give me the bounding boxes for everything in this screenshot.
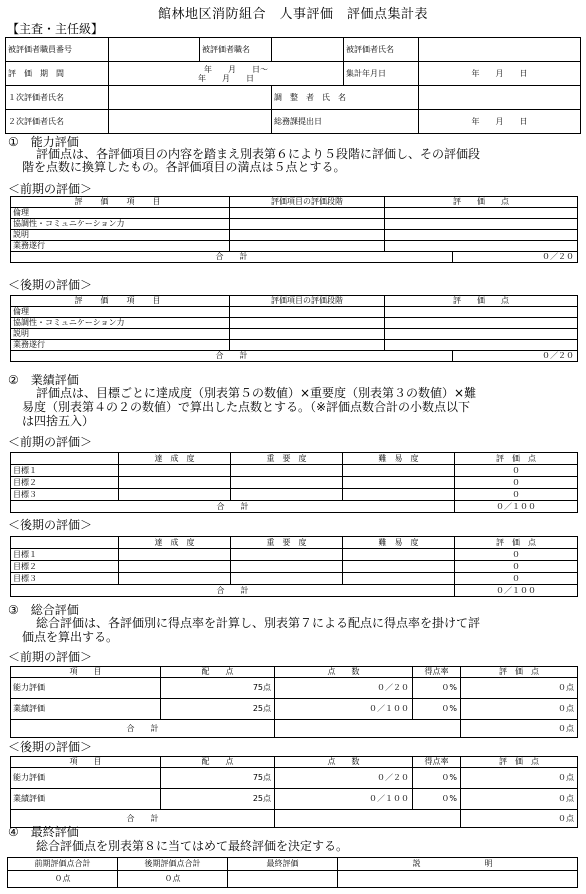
- name-label: 被評価者氏名: [344, 38, 419, 62]
- performance-table-first: 達 成 度 重 要 度 難 易 度 評 価 点 目標１ ０ 目標２ ０ 目標３ ０ 合 計 ０／１００: [10, 452, 578, 513]
- sec2-heading: ② 業績評価: [8, 373, 79, 387]
- sec2-note-line3: は四捨五入）: [22, 414, 95, 428]
- ability-item: 倫理: [11, 208, 230, 219]
- sec3-first-period-label: ＜前期の評価＞: [8, 650, 93, 664]
- sec1-note-line2: 階を点数に換算したもの。各評価項目の満点は５点とする。: [22, 160, 346, 174]
- goal-score: ０: [455, 477, 578, 489]
- goal-label: 目標２: [11, 561, 119, 573]
- sec1-first-period-label: ＜前期の評価＞: [8, 182, 93, 196]
- total-label: 合 計: [11, 585, 455, 597]
- overall-item: 業績評価: [11, 699, 161, 720]
- goal-score: ０: [455, 465, 578, 477]
- total-value: ０／１００: [455, 585, 578, 597]
- total-value: ０／２０: [453, 351, 578, 362]
- sec3-note-line2: 価点を算出する。: [22, 630, 119, 644]
- goal-label: 目標３: [11, 573, 119, 585]
- sec3-note-line1: 総合評価は、各評価別に得点率を計算し、別表第７による配点に得点率を掛けて評: [36, 616, 481, 630]
- ability-table-second: 評 価 項 目 評価項目の評価段階 評 価 点 倫理 協調性・コミュニケーション力 説明 業務遂行 合 計 ０／２０: [10, 295, 578, 362]
- grade-label: 【主査・主任級】: [7, 22, 104, 36]
- goal-label: 目標１: [11, 465, 119, 477]
- sec3-second-period-label: ＜後期の評価＞: [8, 740, 93, 754]
- ability-item: 説明: [11, 329, 230, 340]
- total-label: 合 計: [11, 810, 275, 828]
- total-value: ０点: [461, 720, 578, 738]
- tally-date-label: 集計年月日: [344, 62, 419, 86]
- period-to: 年 月 日: [198, 73, 254, 83]
- ability-item: 協調性・コミュニケーション力: [11, 219, 230, 230]
- overall-table-second: 項 目 配 点 点 数 得点率 評 価 点 能力評価 75点 ０／２０ ０% ０点 業績評価 25点 ０／１００ ０% ０点 合 計 ０点: [10, 756, 578, 828]
- total-label: 合 計: [11, 501, 455, 513]
- ability-item: 倫理: [11, 307, 230, 318]
- secondary-evaluator-label: ２次評価者氏名: [6, 110, 109, 134]
- total-value: ０点: [461, 810, 578, 828]
- sec2-first-period-label: ＜前期の評価＞: [8, 435, 93, 449]
- submit-date-field[interactable]: 年 月 日: [419, 110, 581, 134]
- total-value: ０／２０: [453, 252, 578, 263]
- adjuster-label: 調 整 者 氏 名: [272, 86, 419, 110]
- period-from: 年 月 日～: [204, 64, 268, 74]
- goal-score: ０: [455, 489, 578, 501]
- primary-evaluator-field[interactable]: [109, 86, 272, 110]
- primary-evaluator-label: １次評価者氏名: [6, 86, 109, 110]
- sec2-note-line2: 易度（別表第４の２の数値）で算出した点数とする。（※評価点数合計の小数点以下: [22, 400, 471, 414]
- secondary-evaluator-field[interactable]: [109, 110, 272, 134]
- sec1-heading: ① 能力評価: [8, 135, 79, 149]
- goal-score: ０: [455, 561, 578, 573]
- job-name-field[interactable]: [272, 38, 344, 62]
- sec1-second-period-label: ＜後期の評価＞: [8, 278, 93, 292]
- goal-score: ０: [455, 549, 578, 561]
- period-field[interactable]: [109, 62, 344, 86]
- name-field[interactable]: [419, 38, 581, 62]
- final-table: 前期評価点合計 後期評価点合計 最終評価 説 明 ０点 ０点: [7, 857, 578, 888]
- overall-item: 能力評価: [11, 678, 161, 699]
- adjuster-field[interactable]: [419, 86, 581, 110]
- performance-table-second: 達 成 度 重 要 度 難 易 度 評 価 点 目標１ ０ 目標２ ０ 目標３ ０ 合 計 ０／１００: [10, 536, 578, 597]
- goal-label: 目標１: [11, 549, 119, 561]
- total-label: 合 計: [11, 351, 453, 362]
- total-value: ０／１００: [455, 501, 578, 513]
- second-half-total: ０点: [118, 871, 228, 888]
- ability-table-first: 評 価 項 目 評価項目の評価段階 評 価 点 倫理 協調性・コミュニケーション力 説明 業務遂行 合 計 ０／２０: [10, 196, 578, 263]
- job-name-label: 被評価者職名: [200, 38, 272, 62]
- total-label: 合 計: [11, 252, 453, 263]
- sec1-note-line1: 評価点は、各評価項目の内容を踏まえ別表第６により５段階に評価し、その評価段: [36, 147, 481, 161]
- period-label: 評 価 期 間: [6, 62, 109, 86]
- final-rating[interactable]: [228, 871, 338, 888]
- first-half-total: ０点: [8, 871, 118, 888]
- sec4-note-line1: 総合評価点を別表第８に当てはめて最終評価を決定する。: [36, 839, 349, 853]
- total-label: 合 計: [11, 720, 275, 738]
- tally-date-field[interactable]: 年 月 日: [419, 62, 581, 86]
- sec2-second-period-label: ＜後期の評価＞: [8, 518, 93, 532]
- ability-item: 業務遂行: [11, 340, 230, 351]
- sec4-heading: ④ 最終評価: [8, 825, 79, 839]
- overall-item: 業績評価: [11, 789, 161, 810]
- submit-date-label: 総務課提出日: [272, 110, 419, 134]
- sec2-note-line1: 評価点は、目標ごとに達成度（別表第５の数値）×重要度（別表第３の数値）×難: [36, 386, 477, 400]
- goal-label: 目標２: [11, 477, 119, 489]
- overall-table-first: 項 目 配 点 点 数 得点率 評 価 点 能力評価 75点 ０／２０ ０% ０点 業績評価 25点 ０／１００ ０% ０点 合 計 ０点: [10, 666, 578, 738]
- emp-no-label: 被評価者職員番号: [6, 38, 109, 62]
- sec3-heading: ③ 総合評価: [8, 603, 79, 617]
- ability-item: 説明: [11, 230, 230, 241]
- header-table: [5, 37, 581, 134]
- ability-item: 協調性・コミュニケーション力: [11, 318, 230, 329]
- emp-no-field[interactable]: [109, 38, 200, 62]
- overall-item: 能力評価: [11, 768, 161, 789]
- goal-score: ０: [455, 573, 578, 585]
- goal-label: 目標３: [11, 489, 119, 501]
- explanation[interactable]: [338, 871, 578, 888]
- ability-item: 業務遂行: [11, 241, 230, 252]
- page-title: 館林地区消防組合 人事評価 評価点集計表: [157, 7, 428, 22]
